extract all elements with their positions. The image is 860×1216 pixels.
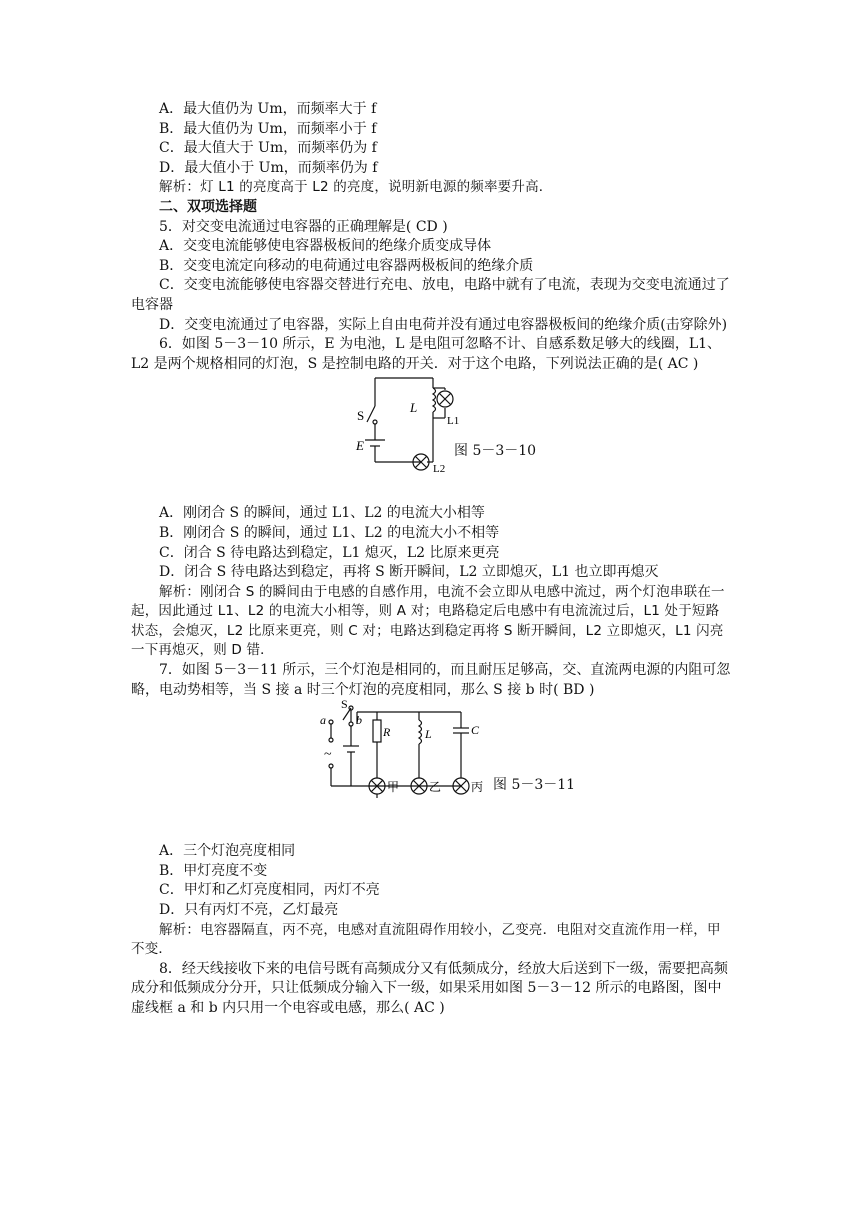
q5-option-b: B．交变电流定向移动的电荷通过电容器两极板间的绝缘介质 xyxy=(159,257,534,274)
q4-option-a: A．最大值仍为 Um，而频率大于 f xyxy=(159,101,377,117)
label-c: C xyxy=(471,723,480,738)
q7-option-d: D．只有丙灯不亮，乙灯最亮 xyxy=(159,902,339,919)
label-ac: ~ xyxy=(324,747,332,763)
document-page xyxy=(131,100,731,1019)
figure-caption-5-3-11: 图 5－3－11 xyxy=(493,777,576,794)
label-b: b xyxy=(356,713,362,728)
q5-stem: 5．对交变电流通过电容器的正确理解是( CD ) xyxy=(159,218,448,235)
label-r: R xyxy=(383,725,391,740)
q4-option-b: B．最大值仍为 Um，而频率小于 f xyxy=(159,120,377,137)
lamp-l1-icon xyxy=(437,391,453,407)
label-yi: 乙 xyxy=(429,780,442,795)
label-bing: 丙 xyxy=(471,780,484,795)
q8-stem: 8．经天线接收下来的电信号既有高频成分又有低频成分，经放大后送到下一级，需要把高频成分和低频成分分开，只让低频成分输入下一级，如果采用如图 5－3－12 所示的电路图，图中虚线框 a 和 b 内只用一个电容或电感，那么( AC ) xyxy=(131,960,728,1016)
q4-analysis: 解析：灯 L1 的亮度高于 L2 的亮度，说明新电源的频率要升高． xyxy=(159,179,553,196)
label-s: S xyxy=(341,700,348,712)
q7-stem: 7．如图 5－3－11 所示，三个灯泡是相同的，而且耐压足够高，交、直流两电源的内阻可忽略，电动势相等，当 S 接 a 时三个灯泡的亮度相同，那么 S 接 b 时( BD ) xyxy=(131,662,731,698)
q6-analysis: 解析：刚闭合 S 的瞬间由于电感的自感作用，电流不会立即从电感中流过，两个灯泡串联在一起，因此通过 L1、L2 的电流大小相等，则 A 对；电路稳定后电感中有电流流过后，L1 处于短路状态，会熄灭，L2 比原来更亮，则 C 对；电路达到稳定再将 S 断开瞬间，L2 立即熄灭，L1 闪亮一下再熄灭，则 D 错． xyxy=(131,583,725,659)
q7-option-a: A．三个灯泡亮度相同 xyxy=(159,843,296,860)
figure-5-3-11 xyxy=(131,700,731,842)
q7-option-b: B．甲灯亮度不变 xyxy=(159,862,268,879)
q6-option-a: A．刚闭合 S 的瞬间，通过 L1、L2 的电流大小相等 xyxy=(159,505,485,522)
section-title: 二、双项选择题 xyxy=(159,198,257,215)
q7-analysis: 解析：电容器隔直，丙不亮，电感对直流阻碍作用较小，乙变亮．电阻对交直流作用一样，甲不变． xyxy=(131,921,721,958)
circuit-diagram-q6 xyxy=(131,374,731,504)
q5-option-a: A．交变电流能够使电容器极板间的绝缘介质变成导体 xyxy=(159,238,492,255)
label-a: a xyxy=(320,713,326,728)
label-l1: L1 xyxy=(447,415,460,428)
q6-option-d: D．闭合 S 待电路达到稳定，再将 S 断开瞬间，L2 立即熄灭，L1 也立即再熄灭 xyxy=(159,564,659,581)
q6-stem: 6．如图 5－3－10 所示，E 为电池，L 是电阻可忽略不计、自感系数足够大的线圈，L1、L2 是两个规格相同的灯泡，S 是控制电路的开关．对于这个电路，下列说法正确的是( AC ) xyxy=(131,336,722,372)
q4-option-c: C．最大值大于 Um，而频率仍为 f xyxy=(159,140,377,157)
figure-5-3-10 xyxy=(131,374,731,504)
label-l: L xyxy=(425,727,432,742)
q4-option-d: D．最大值小于 Um，而频率仍为 f xyxy=(159,159,378,176)
q7-option-c: C．甲灯和乙灯亮度相同，丙灯不亮 xyxy=(159,882,380,899)
figure-caption-5-3-10: 图 5－3－10 xyxy=(454,443,537,460)
label-e: E xyxy=(356,438,364,454)
circuit-diagram-q7 xyxy=(131,700,731,810)
label-s: S xyxy=(357,408,365,424)
label-l2: L2 xyxy=(433,463,446,476)
q5-option-c: C．交变电流能够使电容器交替进行充电、放电，电路中就有了电流，表现为交变电流通过了电容器 xyxy=(131,277,730,313)
q6-option-b: B．刚闭合 S 的瞬间，通过 L1、L2 的电流大小不相等 xyxy=(159,524,500,541)
lamp-l2-icon xyxy=(413,452,433,470)
label-l: L xyxy=(410,400,418,416)
q5-option-d: D．交变电流通过了电容器，实际上自由电荷并没有通过电容器极板间的绝缘介质(击穿除外) xyxy=(159,316,728,333)
q6-option-c: C．闭合 S 待电路达到稳定，L1 熄灭，L2 比原来更亮 xyxy=(159,544,500,561)
label-jia: 甲 xyxy=(387,780,400,795)
